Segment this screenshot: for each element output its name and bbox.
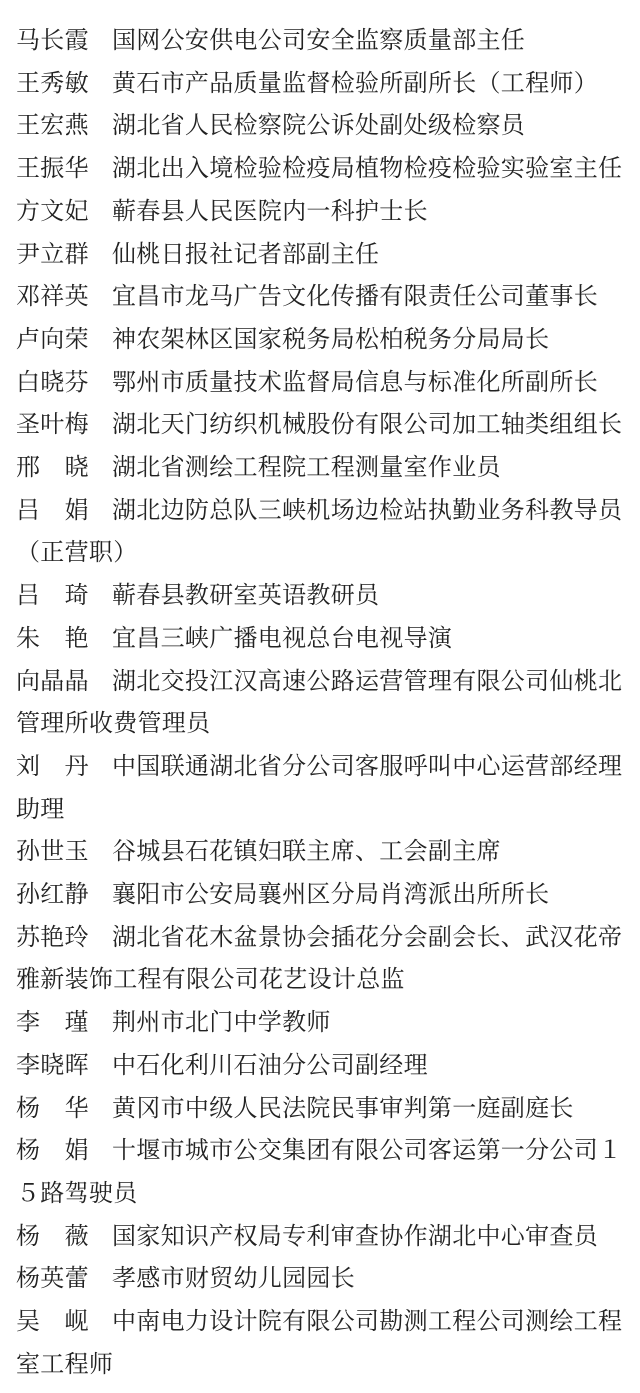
person-title: 湖北边防总队三峡机场边检站执勤业务科教导员（正营职）: [16, 495, 623, 567]
list-item: [16, 361, 632, 404]
list-item: [16, 318, 632, 361]
list-item: [16, 190, 632, 233]
list-item: [16, 745, 632, 830]
person-name: 杨 华: [16, 1093, 89, 1122]
person-name: 杨 薇: [16, 1221, 89, 1250]
person-name: 朱 艳: [16, 623, 89, 652]
list-item: [16, 1044, 632, 1087]
list-item: [16, 916, 632, 1001]
list-item: [16, 147, 632, 190]
person-name: 圣叶梅: [16, 410, 89, 439]
person-title: 湖北省测绘工程院工程测量室作业员: [112, 453, 501, 482]
person-name: 孙红静: [16, 880, 89, 909]
list-item: [16, 873, 632, 916]
person-title: 宜昌三峡广播电视总台电视导演: [112, 623, 453, 652]
list-item: [16, 446, 632, 489]
list-item: [16, 1300, 632, 1385]
person-title: 襄阳市公安局襄州区分局肖湾派出所所长: [112, 880, 550, 909]
person-title: 孝感市财贸幼儿园园长: [112, 1264, 355, 1293]
person-title: 荆州市北门中学教师: [112, 1008, 331, 1037]
person-title: 中国联通湖北省分公司客服呼叫中心运营部经理助理: [16, 751, 623, 823]
person-name: 刘 丹: [16, 751, 89, 780]
person-title: 仙桃日报社记者部副主任: [112, 239, 380, 268]
person-name: 杨 娟: [16, 1136, 89, 1165]
person-name: 孙世玉: [16, 837, 89, 866]
list-item: [16, 1257, 632, 1300]
person-name: 马长霞: [16, 26, 89, 54]
person-name: 尹立群: [16, 239, 89, 268]
person-title: 宜昌市龙马广告文化传播有限责任公司董事长: [112, 282, 598, 311]
person-title: 湖北省花木盆景协会插花分会副会长、武汉花帝雅新装饰工程有限公司花艺设计总监: [16, 922, 623, 994]
person-name: 吴 岘: [16, 1307, 89, 1336]
person-name: 吕 娟: [16, 495, 89, 524]
person-name: 王秀敏: [16, 68, 89, 97]
person-name: 李 瑾: [16, 1008, 89, 1037]
person-name: 方文妃: [16, 196, 89, 225]
list-item: [16, 489, 632, 574]
list-item: [16, 574, 632, 617]
person-name: 王宏燕: [16, 111, 89, 140]
list-item: [16, 19, 632, 62]
person-title: 中南电力设计院有限公司勘测工程公司测绘工程室工程师: [16, 1307, 623, 1378]
person-name: 邢 晓: [16, 453, 89, 482]
list-item: [16, 1215, 632, 1258]
list-item: [16, 1129, 632, 1214]
list-item: [16, 830, 632, 873]
person-title: 国网公安供电公司安全监察质量部主任: [112, 26, 526, 54]
person-title: 鄂州市质量技术监督局信息与标准化所副所长: [112, 367, 598, 396]
person-title: 蕲春县教研室英语教研员: [112, 581, 380, 610]
person-title: 湖北天门纺织机械股份有限公司加工轴类组组长: [112, 410, 623, 439]
list-item: [16, 617, 632, 660]
person-name: 白晓芬: [16, 367, 89, 396]
list-item: [16, 104, 632, 147]
list-item: [16, 1001, 632, 1044]
person-title: 黄冈市中级人民法院民事审判第一庭副庭长: [112, 1093, 574, 1122]
person-name: 邓祥英: [16, 282, 89, 311]
person-name: 王振华: [16, 154, 89, 183]
person-name: 吕 琦: [16, 581, 89, 610]
person-title: 中石化利川石油分公司副经理: [112, 1050, 428, 1079]
list-item: [16, 275, 632, 318]
person-title: 神农架林区国家税务局松柏税务分局局长: [112, 324, 550, 353]
person-title: 十堰市城市公交集团有限公司客运第一分公司１５路驾驶员: [16, 1136, 623, 1207]
list-item: [16, 660, 632, 745]
list-item: [16, 1087, 632, 1130]
list-item: [16, 403, 632, 446]
person-name: 杨英蕾: [16, 1264, 89, 1293]
person-title: 蕲春县人民医院内一科护士长: [112, 196, 428, 225]
person-title: 湖北交投江汉高速公路运营管理有限公司仙桃北管理所收费管理员: [16, 666, 623, 738]
person-title: 黄石市产品质量监督检验所副所长（工程师）: [112, 68, 598, 97]
person-name: 向晶晶: [16, 666, 89, 695]
person-name: 苏艳玲: [16, 922, 89, 951]
list-item: [16, 233, 632, 276]
person-title: 谷城县石花镇妇联主席、工会副主席: [112, 837, 501, 866]
person-title: 湖北省人民检察院公诉处副处级检察员: [112, 111, 526, 140]
person-name: 李晓晖: [16, 1050, 89, 1079]
person-name: 卢向荣: [16, 324, 89, 353]
list-item: [16, 62, 632, 105]
person-title: 国家知识产权局专利审查协作湖北中心审查员: [112, 1221, 598, 1250]
person-title: 湖北出入境检验检疫局植物检疫检验实验室主任: [112, 154, 623, 183]
